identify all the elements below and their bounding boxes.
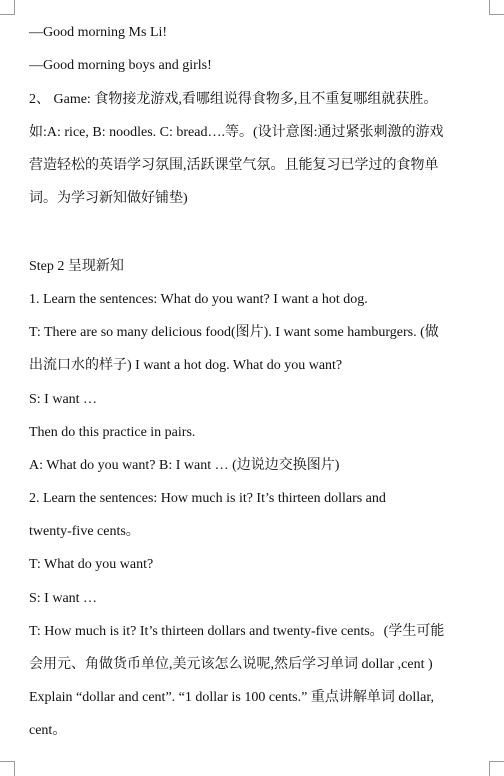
- page-corner-mark-bottom-left: [0, 761, 15, 776]
- page-corner-mark-bottom-right: [489, 761, 504, 776]
- pair-dialogue-line: A: What do you want? B: I want … (边说边交换图片): [29, 458, 340, 473]
- learn-sentences-2-cont: twenty-five cents。: [29, 524, 140, 539]
- explain-dollar-cent-cont: cent。: [29, 723, 67, 738]
- learn-sentences-2: 2. Learn the sentences: How much is it? It’s thirteen dollars and: [29, 491, 386, 506]
- learn-sentences-1: 1. Learn the sentences: What do you want? I want a hot dog.: [29, 292, 368, 307]
- explain-dollar-cent-line: Explain “dollar and cent”. “1 dollar is 100 cents.” 重点讲解单词 dollar,: [29, 690, 434, 705]
- currency-note-line: 会用元、角做货币单位,美元该怎么说呢,然后学习单词 dollar ,cent ): [29, 657, 433, 672]
- page-corner-mark-top-right: [489, 0, 504, 15]
- design-intent-line-2: 词。为学习新知做好铺垫): [29, 191, 188, 206]
- student-reply-1: S: I want …: [29, 392, 98, 407]
- game-step-heading: 2、 Game: 食物接龙游戏,看哪组说得食物多,且不重复哪组就获胜。: [29, 92, 438, 107]
- teacher-price-line: T: How much is it? It’s thirteen dollars and twenty-five cents。(学生可能: [29, 624, 445, 639]
- pair-practice-line: Then do this practice in pairs.: [29, 425, 196, 440]
- game-example-line: 如:A: rice, B: noodles. C: bread….等。(设计意图:通过紧张刺激的游戏: [29, 125, 444, 140]
- student-reply-2: S: I want …: [29, 591, 98, 606]
- teacher-line-food-cont: 出流口水的样子) I want a hot dog. What do you want?: [29, 358, 343, 373]
- page-corner-mark-top-left: [0, 0, 15, 15]
- step-2-heading: Step 2 呈现新知: [29, 259, 124, 274]
- teacher-line-food: T: There are so many delicious food(图片). I want some hamburgers. (做: [29, 325, 439, 340]
- design-intent-line-1: 营造轻松的英语学习氛围,活跃课堂气氛。且能复习已学过的食物单: [29, 158, 439, 173]
- dialogue-line-greeting-teacher: —Good morning Ms Li!: [29, 25, 168, 40]
- teacher-question-line: T: What do you want?: [29, 557, 154, 572]
- dialogue-line-greeting-students: —Good morning boys and girls!: [29, 58, 212, 73]
